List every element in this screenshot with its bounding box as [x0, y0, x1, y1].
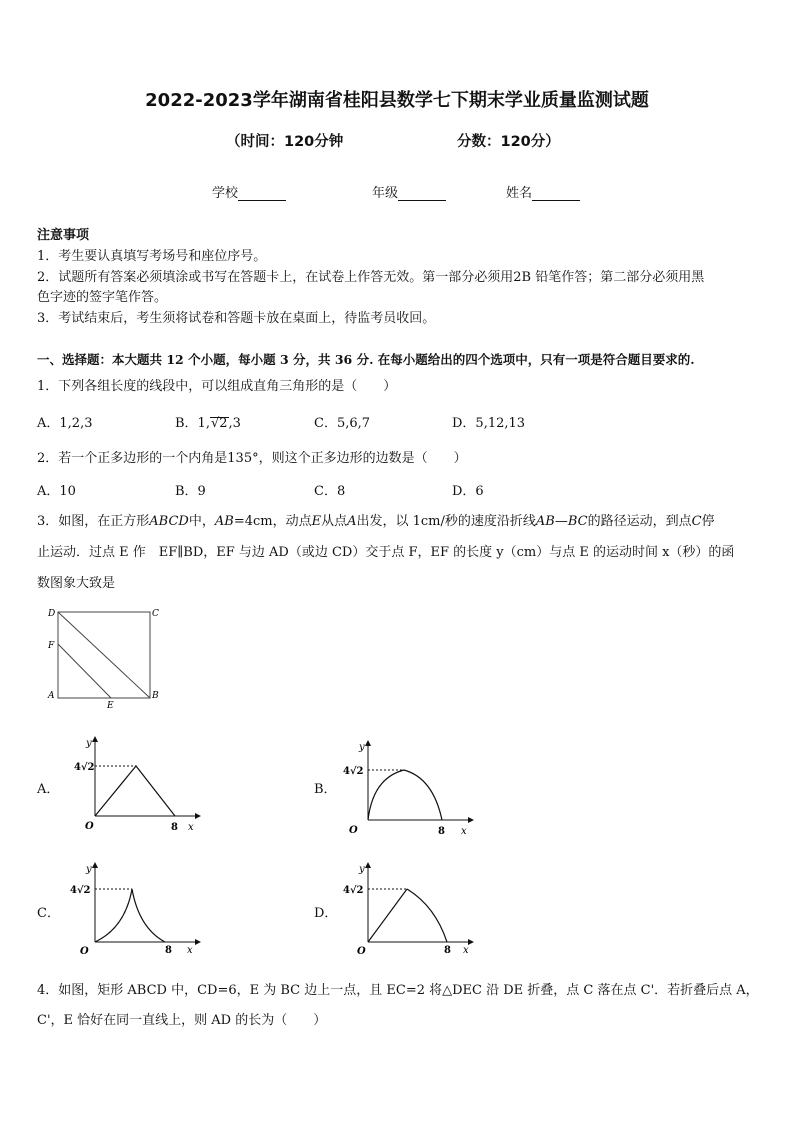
- q1-option-d[interactable]: D．5,12,13: [452, 416, 526, 431]
- label-a: A: [48, 691, 55, 701]
- page-title: 2022-2023学年湖南省桂阳县数学七下期末学业质量监测试题: [145, 90, 649, 111]
- q1-option-b[interactable]: B．1,√2,3: [175, 416, 241, 431]
- notice-item-2-cont: 色字迹的签字笔作答。: [37, 290, 168, 305]
- q4-line-2: C'，E 恰好在同一直线上，则 AD 的长为（ ）: [37, 1013, 327, 1028]
- section-heading: 一、选择题：本大题共 12 个小题，每小题 3 分，共 36 分. 在每小题给出的四个选项中，只有一项是符合题目要求的.: [37, 352, 695, 367]
- label-d: D: [48, 609, 56, 619]
- graph-d: [343, 856, 483, 964]
- label-b: B: [152, 691, 159, 701]
- name-field[interactable]: 姓名: [506, 182, 580, 201]
- notice-item-2: 2．试题所有答案必须填涂或书写在答题卡上，在试卷上作答无效。第一部分必须用2B 铅笔作答；第二部分必须用黑: [37, 270, 705, 285]
- origin-label: O: [85, 821, 94, 832]
- y-value-label: 4√2: [70, 885, 91, 896]
- x-value-label: 8: [444, 945, 451, 956]
- graph-b: [343, 734, 483, 842]
- q2-option-a[interactable]: A．10: [37, 484, 76, 499]
- label-c: C: [152, 609, 159, 619]
- score-label: 分数：120分）: [457, 134, 560, 150]
- q3-line-1: 3．如图，在正方形ABCD中，AB=4cm，动点E从点A出发，以 1cm/秒的速度沿折线AB—BC的路径运动，到点C停: [37, 514, 715, 529]
- y-value-label: 4√2: [343, 885, 364, 896]
- notice-heading: 注意事项: [37, 228, 90, 243]
- q1-option-c[interactable]: C．5,6,7: [314, 416, 371, 431]
- origin-label: O: [349, 825, 358, 836]
- x-axis-label: x: [461, 826, 467, 837]
- label-e: E: [107, 701, 114, 710]
- y-axis-label: y: [359, 864, 365, 875]
- y-axis-label: y: [86, 738, 92, 749]
- q2-stem: 2．若一个正多边形的一个内角是135°，则这个正多边形的边数是（ ）: [37, 451, 467, 466]
- q3-option-b[interactable]: B．: [314, 782, 337, 797]
- q2-option-c[interactable]: C．8: [314, 484, 346, 499]
- q4-line-1: 4．如图，矩形 ABCD 中，CD=6，E 为 BC 边上一点，且 EC=2 将△DEC 沿 DE 折叠，点 C 落在点 C'．若折叠后点 A，: [37, 983, 759, 998]
- q3-option-a[interactable]: A．: [37, 782, 60, 797]
- label-f: F: [48, 641, 55, 651]
- q3-line-2: 止运动．过点 E 作 EF∥BD，EF 与边 AD（或边 CD）交于点 F，EF 的长度 y（cm）与点 E 的运动时间 x（秒）的函: [37, 545, 735, 560]
- q2-option-b[interactable]: B．9: [175, 484, 206, 499]
- origin-label: O: [80, 946, 89, 957]
- notice-item-1: 1．考生要认真填写考场号和座位序号。: [37, 249, 267, 264]
- x-axis-label: x: [187, 945, 193, 956]
- graph-c: [70, 856, 210, 964]
- x-value-label: 8: [165, 945, 172, 956]
- q1-stem: 1．下列各组长度的线段中，可以组成直角三角形的是（ ）: [37, 379, 397, 394]
- y-axis-label: y: [86, 864, 92, 875]
- x-axis-label: x: [188, 822, 194, 833]
- grade-field[interactable]: 年级: [372, 182, 446, 201]
- graph-a: [70, 730, 210, 838]
- square-figure: [40, 604, 170, 710]
- x-axis-label: x: [463, 945, 469, 956]
- time-label: （时间：120分钟: [226, 134, 344, 150]
- notice-item-3: 3．考试结束后，考生须将试卷和答题卡放在桌面上，待监考员收回。: [37, 311, 436, 326]
- q1-option-a[interactable]: A．1,2,3: [37, 416, 93, 431]
- q3-option-d[interactable]: D．: [314, 906, 338, 921]
- q3-option-c[interactable]: C．: [37, 906, 60, 921]
- y-axis-label: y: [359, 742, 365, 753]
- x-value-label: 8: [171, 822, 178, 833]
- y-value-label: 4√2: [74, 762, 95, 773]
- origin-label: O: [357, 946, 366, 957]
- school-field[interactable]: 学校: [212, 182, 286, 201]
- x-value-label: 8: [438, 826, 445, 837]
- q3-line-3: 数图象大致是: [37, 576, 116, 591]
- q2-option-d[interactable]: D．6: [452, 484, 484, 499]
- y-value-label: 4√2: [343, 766, 364, 777]
